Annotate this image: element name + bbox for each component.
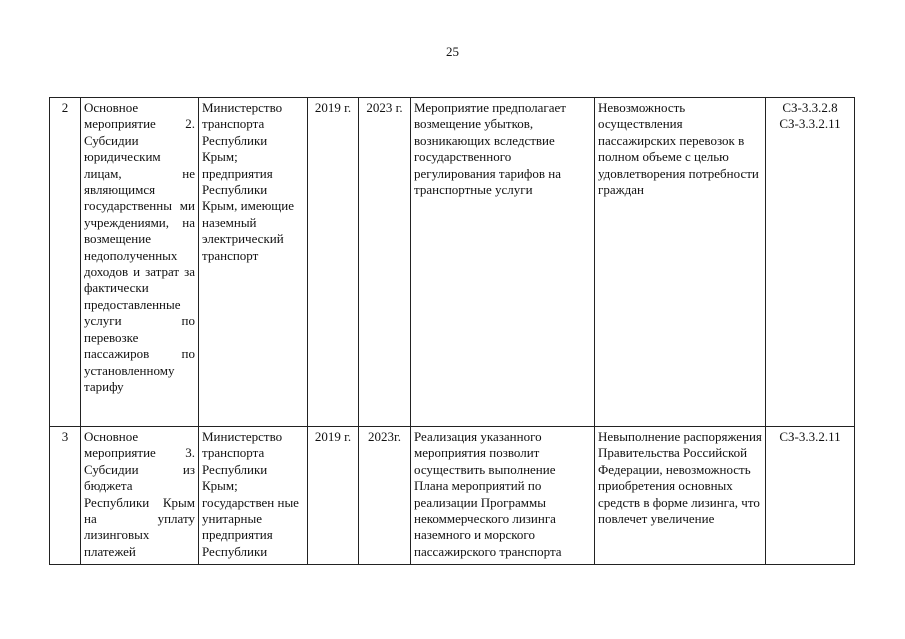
indicator-code: СЗ-3.3.2.8	[782, 100, 838, 115]
table-row	[50, 98, 855, 427]
start-year-cell: 2019 г.	[308, 427, 359, 565]
indicator-code: СЗ-3.3.2.11	[779, 116, 841, 132]
page-number: 25	[446, 44, 459, 59]
executor-cell: Министерство транспорта Республики Крым; предприятия Республики Крым, имеющие наземный электрический транспорт	[199, 98, 308, 427]
event-name-cell: Основное мероприятие 3. Субсидии из бюджета Республики Крым на уплату лизинговых платежей	[81, 427, 199, 565]
description-cell: Реализация указанного мероприятия позволит осуществить выполнение Плана мероприятий по реализации Программы некоммерческого лизинга наземного и морского пассажирского транспорта	[411, 427, 595, 565]
consequence-cell: Невозможность осуществления пассажирских перевозок в полном объеме с целью удовлетворения потребности граждан	[595, 98, 766, 427]
indicator-code: СЗ-3.3.2.11	[779, 429, 841, 444]
program-events-table	[49, 97, 855, 565]
indicator-codes-cell	[766, 98, 855, 427]
description-cell: Мероприятие предполагает возмещение убытков, возникающих вследствие государственного регулирования тарифов на транспортные услуги	[411, 98, 595, 427]
event-name-cell: Основное мероприятие 2. Субсидии юридическим лицам, не являющимся государственны ми учреждениями, на возмещение недополученных доходов и затрат за фактически предоставленные услуги по перевозке пассажиров по установленному тарифу	[81, 98, 199, 427]
executor-cell: Министерство транспорта Республики Крым; государствен ные унитарные предприятия Республики	[199, 427, 308, 565]
consequence-cell: Невыполнение распоряжения Правительства Российской Федерации, невозможность приобретения основных средств в форме лизинга, что повлечет увеличение	[595, 427, 766, 565]
row-number: 3	[50, 427, 81, 565]
indicator-codes-cell	[766, 427, 855, 565]
table-row	[50, 427, 855, 565]
row-number: 2	[50, 98, 81, 427]
start-year-cell: 2019 г.	[308, 98, 359, 427]
end-year-cell: 2023 г.	[359, 98, 411, 427]
end-year-cell: 2023г.	[359, 427, 411, 565]
